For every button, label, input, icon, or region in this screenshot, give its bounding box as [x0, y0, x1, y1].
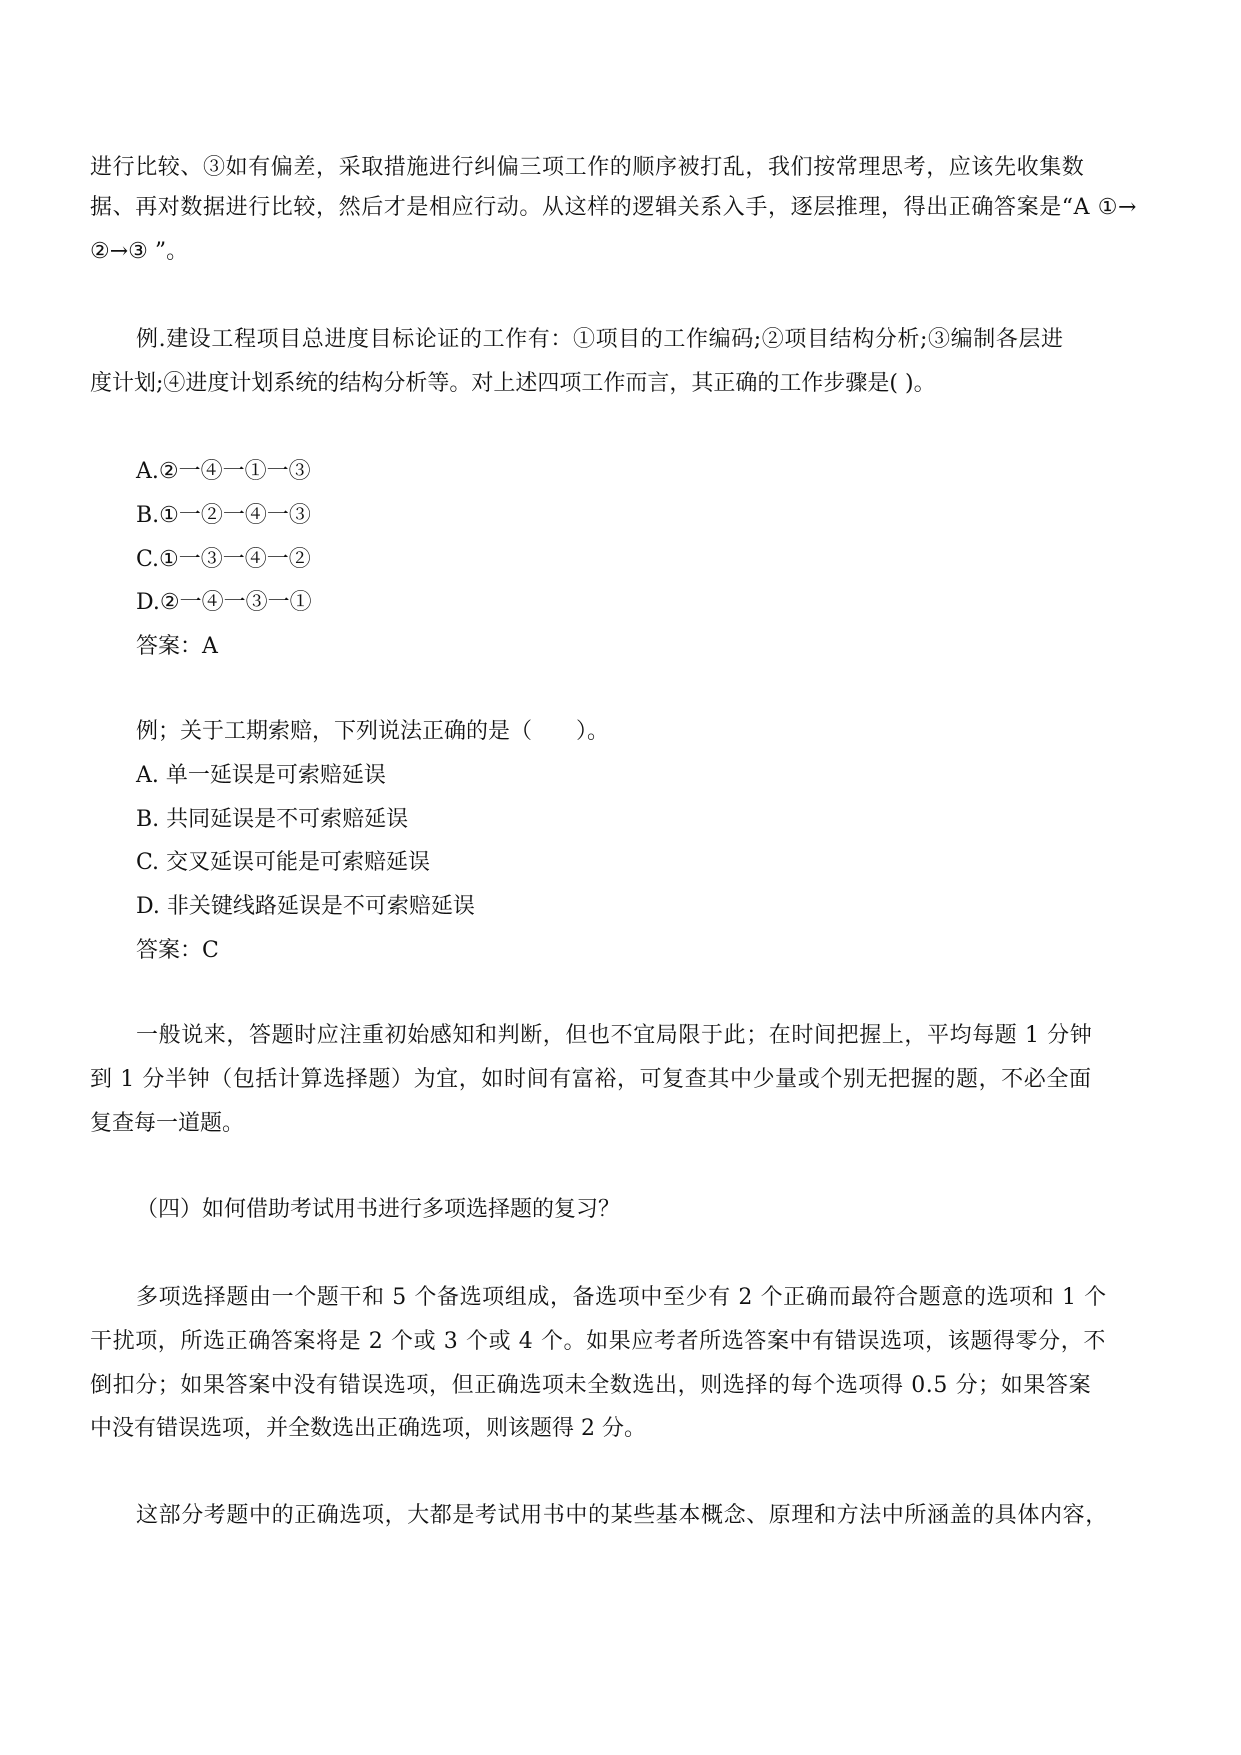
option-c: C.①一③一④一② [136, 547, 311, 572]
text-line: 进行比较、③如有偏差，采取措施进行纠偏三项工作的顺序被打乱，我们按常理思考，应该先收集数 [90, 155, 1085, 180]
option-a: A.②一④一①一③ [136, 459, 311, 484]
question-stem-line: 度计划;④进度计划系统的结构分析等。对上述四项工作而言，其正确的工作步骤是( )。 [90, 371, 936, 396]
option-d: D. 非关键线路延误是不可索赔延误 [136, 894, 475, 919]
option-d: D.②一④一③一① [136, 590, 312, 615]
answer-line: 答案：C [136, 938, 219, 963]
text-line: 倒扣分；如果答案中没有错误选项，但正确选项未全数选出，则选择的每个选项得 0.5 分；如果答案 [90, 1373, 1092, 1398]
text-line: ②→③ ”。 [90, 239, 189, 264]
option-a: A. 单一延误是可索赔延误 [136, 763, 386, 788]
text-line: 干扰项，所选正确答案将是 2 个或 3 个或 4 个。如果应考者所选答案中有错误选项，该题得零分，不 [90, 1329, 1106, 1354]
heading-text: （四）如何借助考试用书进行多项选择题的复习？ [136, 1197, 621, 1222]
question-stem-line: 例.建设工程项目总进度目标论证的工作有：①项目的工作编码;②项目结构分析;③编制各层进 [136, 327, 1064, 352]
text-line: 中没有错误选项，并全数选出正确选项，则该题得 2 分。 [90, 1416, 646, 1441]
option-b: B.①一②一④一③ [136, 503, 311, 528]
text-line: 据、再对数据进行比较，然后才是相应行动。从这样的逻辑关系入手，逐层推理，得出正确答案是“A ①→ [90, 195, 1138, 220]
option-c: C. 交叉延误可能是可索赔延误 [136, 850, 431, 875]
text-line: 一般说来，答题时应注重初始感知和判断，但也不宜局限于此；在时间把握上，平均每题 1 分钟 [136, 1023, 1093, 1048]
option-b: B. 共同延误是不可索赔延误 [136, 807, 409, 832]
text-line: 复查每一道题。 [90, 1111, 245, 1136]
question-stem-line: 例；关于工期索赔，下列说法正确的是（ ）。 [136, 719, 610, 744]
text-line: 这部分考题中的正确选项，大都是考试用书中的某些基本概念、原理和方法中所涵盖的具体内容， [136, 1503, 1108, 1528]
text-line: 多项选择题由一个题干和 5 个备选项组成，备选项中至少有 2 个正确而最符合题意的选项和 1 个 [136, 1285, 1107, 1310]
answer-line: 答案：A [136, 634, 218, 659]
text-line: 到 1 分半钟（包括计算选择题）为宜，如时间有富裕，可复查其中少量或个别无把握的题，不必全面 [90, 1067, 1092, 1092]
